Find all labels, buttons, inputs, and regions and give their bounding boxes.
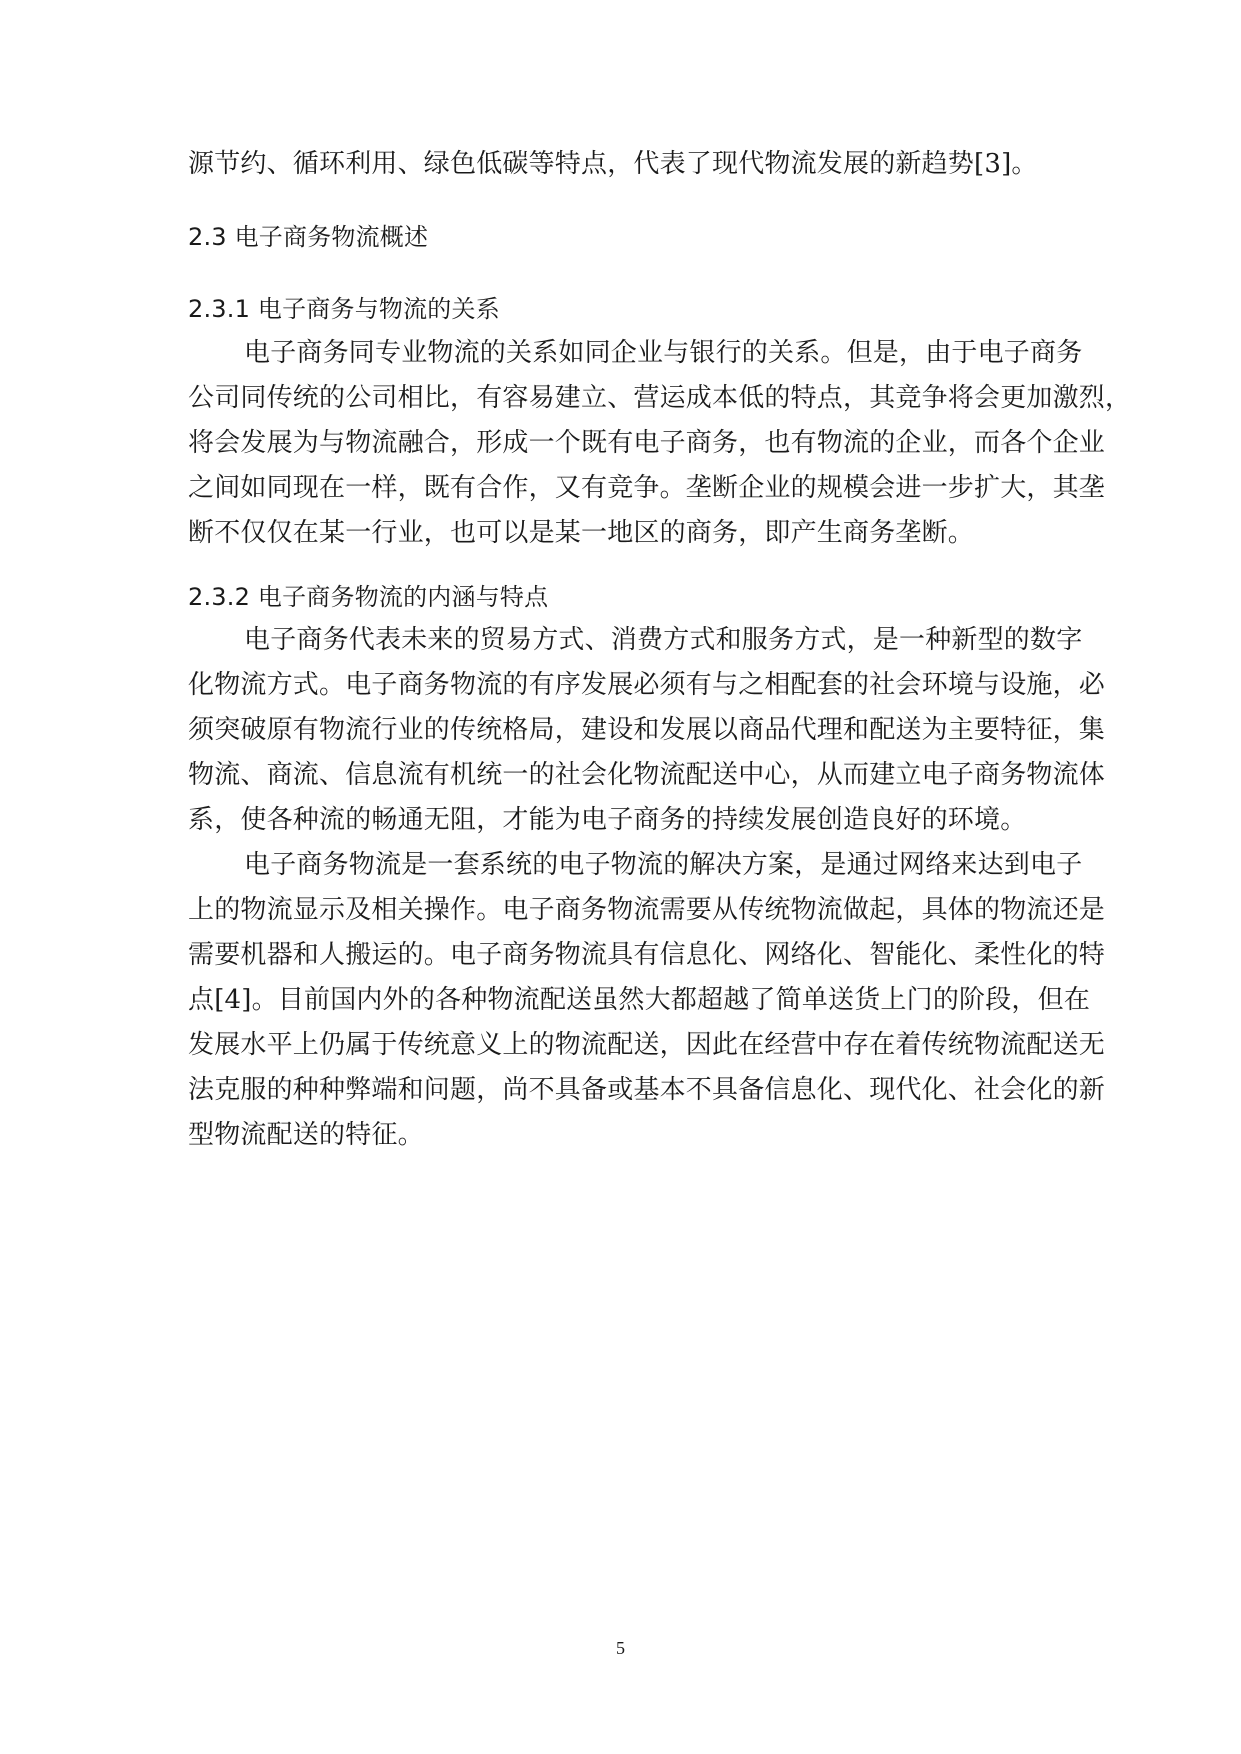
paragraph-line: 电子商务同专业物流的关系如同企业与银行的关系。但是，由于电子商务	[244, 338, 1083, 368]
paragraph-line: 须突破原有物流行业的传统格局，建设和发展以商品代理和配送为主要特征，集	[188, 715, 1106, 745]
subsection-heading-2-3-1: 2.3.1 电子商务与物流的关系	[188, 295, 500, 323]
subsection-heading-2-3-2: 2.3.2 电子商务物流的内涵与特点	[188, 583, 549, 611]
paragraph-line: 上的物流显示及相关操作。电子商务物流需要从传统物流做起，具体的物流还是	[188, 895, 1106, 925]
paragraph-line: 型物流配送的特征。	[188, 1120, 424, 1150]
paragraph-line: 公司同传统的公司相比，有容易建立、营运成本低的特点，其竞争将会更加激烈，	[188, 383, 1132, 413]
paragraph-line: 化物流方式。电子商务物流的有序发展必须有与之相配套的社会环境与设施，必	[188, 670, 1106, 700]
paragraph-line: 点[4]。目前国内外的各种物流配送虽然大都超越了简单送货上门的阶段，但在	[188, 985, 1091, 1015]
paragraph-line: 物流、商流、信息流有机统一的社会化物流配送中心，从而建立电子商务物流体	[188, 760, 1106, 790]
paragraph-line: 法克服的种种弊端和问题，尚不具备或基本不具备信息化、现代化、社会化的新	[188, 1075, 1106, 1105]
paragraph-line: 发展水平上仍属于传统意义上的物流配送，因此在经营中存在着传统物流配送无	[188, 1030, 1106, 1060]
paragraph-line: 电子商务代表未来的贸易方式、消费方式和服务方式，是一种新型的数字	[244, 625, 1083, 655]
paragraph-line: 之间如同现在一样，既有合作，又有竞争。垄断企业的规模会进一步扩大，其垄	[188, 473, 1106, 503]
paragraph-line: 电子商务物流是一套系统的电子物流的解决方案，是通过网络来达到电子	[244, 850, 1083, 880]
section-heading-2-3: 2.3 电子商务物流概述	[188, 223, 429, 251]
paragraph-line: 源节约、循环利用、绿色低碳等特点，代表了现代物流发展的新趋势[3]。	[188, 149, 1038, 179]
paragraph-line: 需要机器和人搬运的。电子商务物流具有信息化、网络化、智能化、柔性化的特	[188, 940, 1106, 970]
page-number: 5	[616, 1638, 625, 1658]
paragraph-line: 将会发展为与物流融合，形成一个既有电子商务，也有物流的企业，而各个企业	[188, 428, 1106, 458]
paragraph-line: 断不仅仅在某一行业，也可以是某一地区的商务，即产生商务垄断。	[188, 518, 975, 548]
paragraph-line: 系，使各种流的畅通无阻，才能为电子商务的持续发展创造良好的环境。	[188, 805, 1027, 835]
